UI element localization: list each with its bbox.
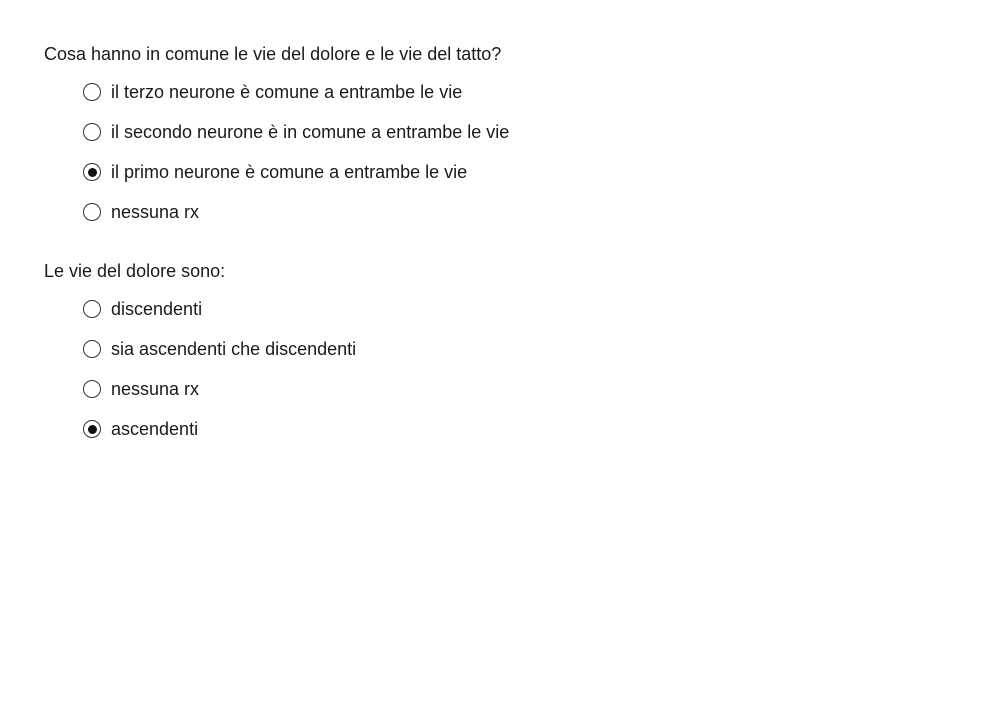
question-1-option-1[interactable] (83, 81, 509, 103)
question-2-option-4[interactable] (83, 418, 356, 440)
option-label: il secondo neurone è in comune a entrambe le vie (111, 122, 510, 142)
option-label: il terzo neurone è comune a entrambe le vie (111, 82, 463, 102)
question-2-text: Le vie del dolore sono: (44, 261, 226, 281)
option-label: discendenti (111, 299, 203, 319)
option-label: sia ascendenti che discendenti (111, 339, 357, 359)
radio-button-icon[interactable] (83, 203, 101, 221)
radio-button-icon[interactable] (83, 163, 101, 181)
option-label: il primo neurone è comune a entrambe le vie (111, 162, 468, 182)
question-2 (44, 260, 356, 458)
question-2-option-1[interactable] (83, 298, 356, 320)
radio-button-icon[interactable] (83, 83, 101, 101)
question-1-text: Cosa hanno in comune le vie del dolore e le vie del tatto? (44, 44, 502, 64)
question-1-option-2[interactable] (83, 121, 509, 143)
radio-button-icon[interactable] (83, 380, 101, 398)
question-2-option-3[interactable] (83, 378, 356, 400)
radio-button-icon[interactable] (83, 340, 101, 358)
question-2-option-2[interactable] (83, 338, 356, 360)
option-label: ascendenti (111, 419, 199, 439)
question-1-option-4[interactable] (83, 201, 509, 223)
option-label: nessuna rx (111, 379, 200, 399)
question-1-option-3[interactable] (83, 161, 509, 183)
radio-button-icon[interactable] (83, 420, 101, 438)
option-label: nessuna rx (111, 202, 200, 222)
question-2-options (44, 298, 356, 440)
question-1 (44, 43, 509, 241)
radio-button-icon[interactable] (83, 300, 101, 318)
question-1-options (44, 81, 509, 223)
radio-button-icon[interactable] (83, 123, 101, 141)
